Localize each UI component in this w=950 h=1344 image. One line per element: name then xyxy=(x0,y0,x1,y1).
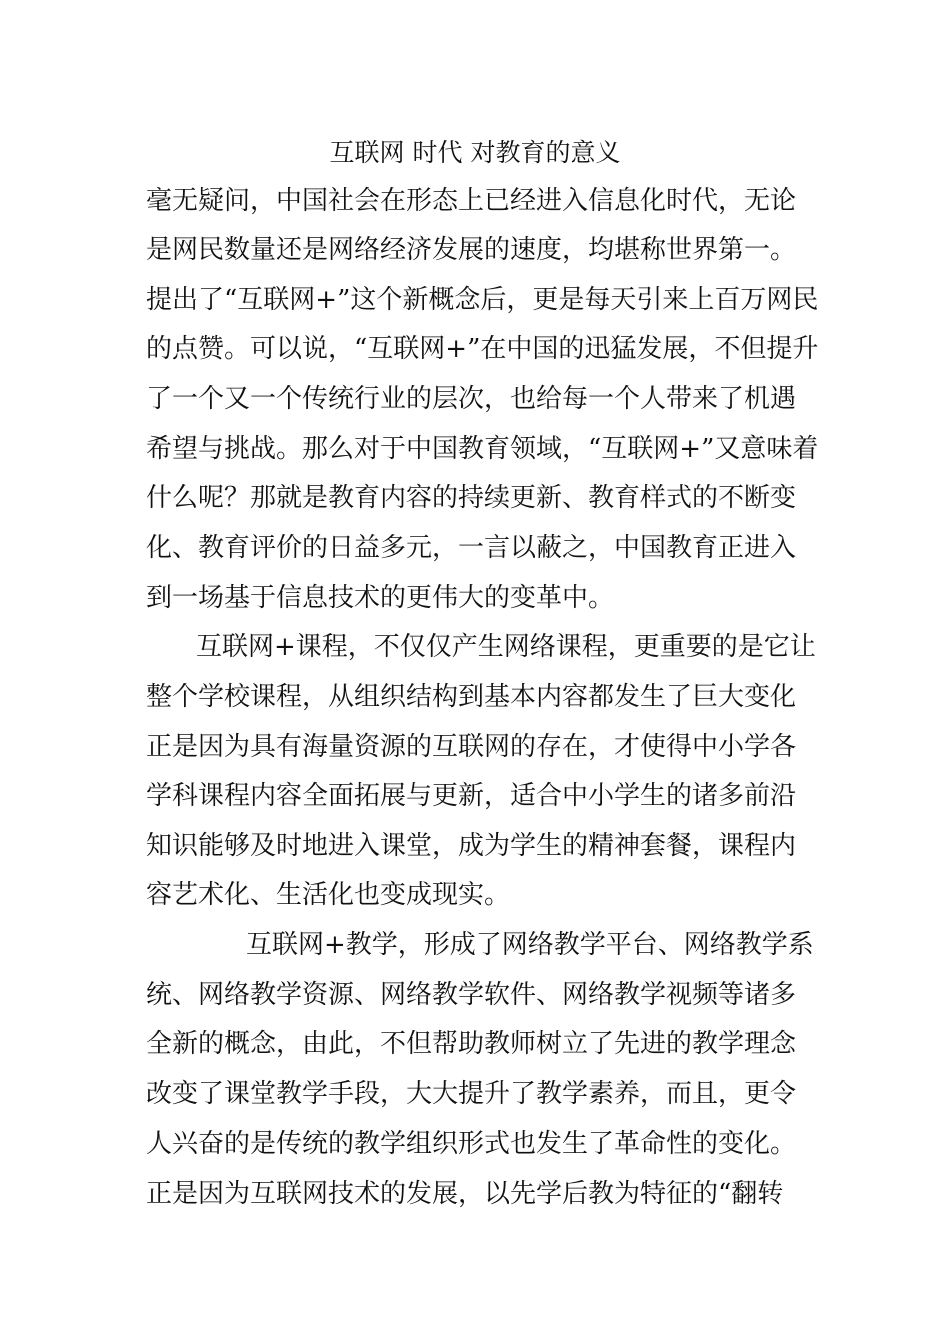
text-line: 化、教育评价的日益多元，一言以蔽之，中国教育正进入 xyxy=(146,533,797,563)
text-line: 改变了课堂教学手段，大大提升了教学素养，而且，更令 xyxy=(146,1079,797,1109)
text-line: 互联网+课程，不仅仅产生网络课程，更重要的是它让 xyxy=(196,632,816,662)
document-title: 互联网 时代 对教育的意义 xyxy=(329,138,621,167)
text-line: 整个学校课程，从组织结构到基本内容都发生了巨大变化 xyxy=(146,682,797,712)
text-line: 知识能够及时地进入课堂，成为学生的精神套餐，课程内 xyxy=(146,831,797,861)
text-line: 了一个又一个传统行业的层次，也给每一个人带来了机遇 xyxy=(146,384,797,414)
text-line: 提出了“互联网+”这个新概念后，更是每天引来上百万网民 xyxy=(146,285,819,315)
text-line: 统、网络教学资源、网络教学软件、网络教学视频等诸多 xyxy=(146,980,797,1010)
text-line: 是网民数量还是网络经济发展的速度，均堪称世界第一。 xyxy=(146,235,797,265)
text-line: 人兴奋的是传统的教学组织形式也发生了革命性的变化。 xyxy=(146,1129,797,1159)
text-line: 希望与挑战。那么对于中国教育领域，“互联网+”又意味着 xyxy=(146,434,819,464)
text-line: 正是因为互联网技术的发展，以先学后教为特征的“翻转 xyxy=(146,1179,784,1209)
text-line: 毫无疑问，中国社会在形态上已经进入信息化时代，无论 xyxy=(146,186,797,216)
text-line: 全新的概念，由此，不但帮助教师树立了先进的教学理念 xyxy=(146,1029,797,1059)
text-line: 到一场基于信息技术的更伟大的变革中。 xyxy=(146,583,615,613)
text-line: 学科课程内容全面拓展与更新，适合中小学生的诸多前沿 xyxy=(146,781,797,811)
text-line: 什么呢？那就是教育内容的持续更新、教育样式的不断变 xyxy=(146,483,797,513)
text-line: 正是因为具有海量资源的互联网的存在，才使得中小学各 xyxy=(146,732,797,762)
text-line: 容艺术化、生活化也变成现实。 xyxy=(146,880,511,910)
text-line: 互联网+教学，形成了网络教学平台、网络教学系 xyxy=(246,930,814,960)
text-line: 的点赞。可以说，“互联网+”在中国的迅猛发展，不但提升 xyxy=(146,334,819,364)
